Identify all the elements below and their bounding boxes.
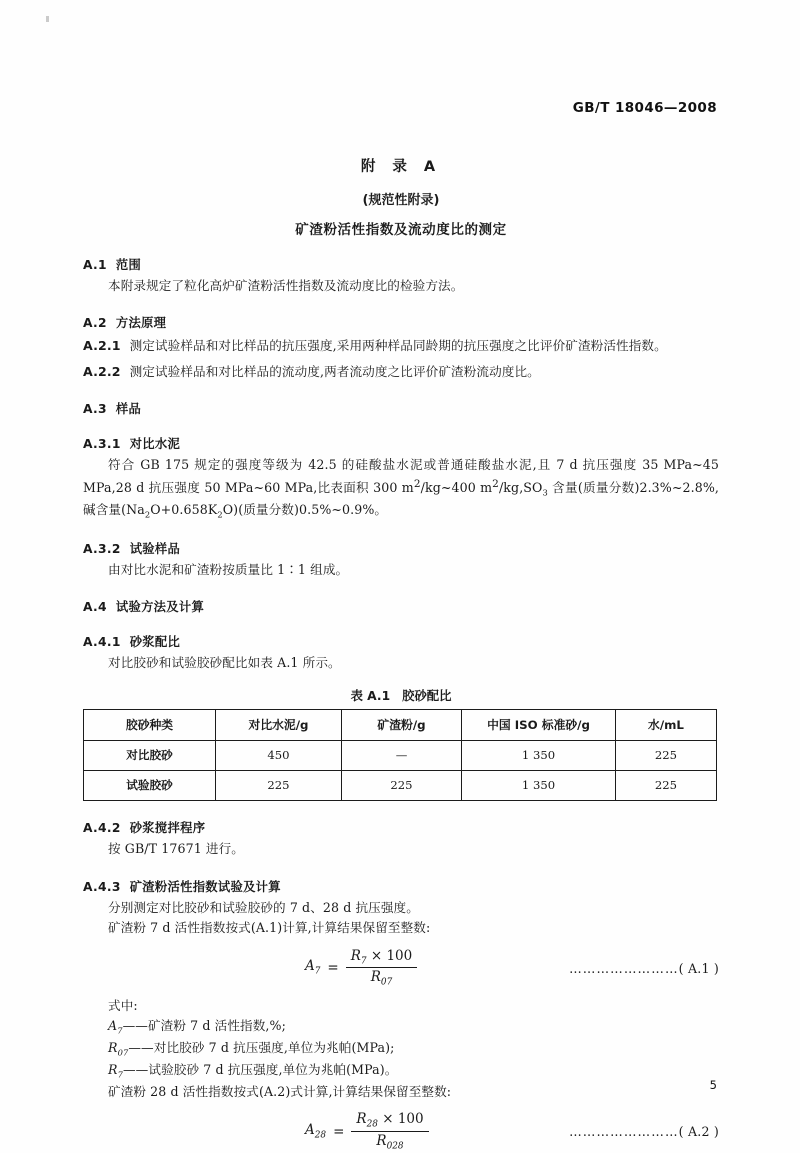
- formula-a2-lhs-subscript: 28: [314, 1130, 327, 1141]
- formula-a1-denominator-subscript: 07: [380, 978, 393, 989]
- a31-text-1: 符合 GB 175 规定的强度等级为 42.5 的硅酸盐水泥或普通硅酸盐水泥,且 7 d 抗压强度 35 MPa~45 MPa,28 d 抗压强度 50 MPa~60 MPa,比表面积 300 m: [83, 457, 719, 495]
- table-row-0-cell-3: 225: [616, 741, 717, 771]
- mix-proportion-table: [83, 709, 717, 801]
- section-heading-a4-3: [83, 877, 719, 895]
- formula-a1-denominator-symbol: R: [370, 969, 381, 986]
- formula-a1-fraction: [346, 948, 418, 988]
- table-caption: [83, 686, 719, 704]
- table-row-0-cell-2: 1 350: [462, 741, 616, 771]
- table-row-1-cell-3: 225: [616, 771, 717, 801]
- a31-text-4: 含量(质量分数)2.3%~2.8%,碱含量(Na: [83, 479, 720, 517]
- definition-a7-subscript: 7: [117, 1025, 123, 1036]
- section-title-a4-2: 砂浆搅拌程序: [129, 821, 206, 836]
- section-body-a4-3-line1: 分别测定对比胶砂和试验胶砂的 7 d、28 d 抗压强度。: [108, 899, 419, 915]
- formula-a2-fraction: [351, 1111, 428, 1151]
- section-heading-a4-1: [83, 632, 719, 650]
- clause-a2-2: [83, 362, 719, 382]
- section-body-a3-2: 由对比水泥和矿渣粉按质量比 1∶1 组成。: [108, 561, 349, 577]
- table-header-cell-3: 中国 ISO 标准砂/g: [462, 710, 616, 741]
- section-number-a3-1: A.3.1: [83, 437, 121, 452]
- clause-a2-1: [83, 336, 719, 356]
- formula-a1-numerator-symbol: R: [350, 947, 361, 964]
- where-label: 式中:: [108, 997, 138, 1013]
- section-body-a4-3-line2: 矿渣粉 7 d 活性指数按式(A.1)计算,计算结果保留至整数:: [108, 920, 431, 936]
- definition-r7: [108, 1060, 719, 1082]
- definition-r07-text: ——对比胶砂 7 d 抗压强度,单位为兆帕(MPa);: [128, 1040, 395, 1055]
- section-title-a3-2: 试验样品: [129, 541, 181, 556]
- a31-text-6: O)(质量分数)0.5%~0.9%。: [222, 501, 388, 517]
- formula-a1-reference: [569, 961, 719, 976]
- formula-a2: [305, 1111, 429, 1151]
- formula-a2-numerator-rest: × 100: [377, 1111, 424, 1128]
- clause-label-a2-1: A.2.1: [83, 338, 121, 354]
- table-row-0-cell-1: —: [342, 741, 462, 771]
- table-row-1-name: 试验胶砂: [84, 771, 216, 801]
- table-caption-number: 表 A.1: [350, 689, 391, 704]
- table-header-cell-4: 水/mL: [616, 710, 717, 741]
- annex-normative-label: (规范性附录): [362, 193, 440, 208]
- section-number-a2: A.2: [83, 316, 107, 331]
- section-heading-a2: [83, 313, 719, 331]
- section-number-a3-2: A.3.2: [83, 541, 121, 556]
- section-body-a4-2: 按 GB/T 17671 进行。: [108, 841, 245, 857]
- clause-text-a2-1: 测定试验样品和对比样品的抗压强度,采用两种样品同龄期的抗压强度之比评价矿渣粉活性指数。: [129, 338, 667, 354]
- page-number: 5: [709, 1078, 717, 1092]
- section-heading-a3-2: [83, 539, 719, 557]
- table-header-cell-0: 胶砂种类: [84, 710, 216, 741]
- table-row-1-cell-0: 225: [216, 771, 342, 801]
- a31-sub-1: 3: [542, 487, 548, 498]
- definition-r07-symbol: R: [108, 1040, 118, 1055]
- table-header-row: [84, 710, 717, 741]
- formula-a2-denominator: [371, 1132, 408, 1152]
- formula-a2-denominator-subscript: 028: [386, 1141, 404, 1152]
- section-title-a4-1: 砂浆配比: [129, 635, 181, 650]
- a31-text-5: O+0.658K: [150, 501, 218, 517]
- table-caption-title: 胶砂配比: [402, 689, 452, 704]
- annex-title: 矿渣粉活性指数及流动度比的测定: [295, 222, 507, 238]
- formula-a2-lhs: [305, 1122, 326, 1141]
- section-number-a4-3: A.4.3: [83, 879, 121, 894]
- formula-a1-ref-label: ( A.1 ): [678, 960, 719, 976]
- section-number-a4: A.4: [83, 600, 107, 615]
- section-title-a4-3: 矿渣粉活性指数试验及计算: [129, 879, 281, 894]
- formula-a2-numerator-subscript: 28: [366, 1120, 378, 1131]
- definition-a7: [108, 1016, 719, 1038]
- formula-a2-equals: =: [333, 1123, 345, 1140]
- a31-sup-1: 2: [413, 477, 421, 490]
- section-number-a4-2: A.4.2: [83, 821, 121, 836]
- formula-a2-reference: [569, 1124, 719, 1139]
- section-body-a3-1: [83, 455, 719, 522]
- a31-text-3: /kg,SO: [498, 479, 543, 495]
- section-title-a4: 试验方法及计算: [115, 600, 205, 615]
- section-title-a1: 范围: [115, 258, 142, 272]
- section-title-a3: 样品: [115, 402, 142, 417]
- formula-a1-equals: =: [327, 959, 339, 976]
- a31-sup-2: 2: [492, 477, 499, 490]
- section-heading-a1: [83, 255, 719, 273]
- formula-a2-lhs-symbol: A: [305, 1122, 315, 1139]
- a31-sub-3: 2: [217, 509, 223, 520]
- table-row: [84, 771, 717, 801]
- formula-row-a1: [83, 948, 719, 988]
- clause-text-a2-2: 测定试验样品和对比样品的流动度,两者流动度之比评价矿渣粉流动度比。: [129, 363, 540, 379]
- definition-r07: [108, 1038, 719, 1060]
- definition-a7-text: ——矿渣粉 7 d 活性指数,%;: [122, 1018, 286, 1034]
- a31-sub-2: 2: [144, 509, 151, 520]
- formula-a2-numerator-symbol: R: [356, 1111, 367, 1128]
- table-header-cell-1: 对比水泥/g: [216, 710, 342, 741]
- definition-r7-subscript: 7: [117, 1069, 123, 1080]
- definition-a7-symbol: A: [108, 1018, 118, 1034]
- formula-a1-numerator-rest: × 100: [366, 947, 413, 964]
- section-body-a4-1: 对比胶砂和试验胶砂配比如表 A.1 所示。: [108, 655, 341, 671]
- formula-a1-lhs: [305, 958, 320, 977]
- section-body-a4-3-line3: 矿渣粉 28 d 活性指数按式(A.2)式计算,计算结果保留至整数:: [108, 1083, 452, 1099]
- formula-a1-numerator: [346, 948, 418, 969]
- document-content: [83, 155, 719, 1159]
- section-body-a1: 本附录规定了粒化高炉矿渣粉活性指数及流动度比的检验方法。: [108, 278, 464, 293]
- annex-title-block: [83, 155, 719, 238]
- formula-a1: [305, 948, 417, 988]
- table-row-1-cell-2: 1 350: [462, 771, 616, 801]
- section-heading-a3-1: [83, 434, 719, 452]
- formula-a1-lhs-symbol: A: [305, 958, 315, 975]
- table-row-0-cell-0: 450: [216, 741, 342, 771]
- definition-r7-symbol: R: [108, 1061, 118, 1077]
- formula-a2-denominator-symbol: R: [376, 1133, 387, 1150]
- formula-a1-numerator-subscript: 7: [360, 956, 367, 967]
- section-title-a2: 方法原理: [115, 316, 167, 331]
- clause-label-a2-2: A.2.2: [83, 363, 121, 379]
- formula-a1-lhs-subscript: 7: [314, 967, 321, 978]
- section-title-a3-1: 对比水泥: [129, 437, 181, 452]
- formula-a1-denominator: [366, 968, 398, 988]
- table-row: [84, 741, 717, 771]
- formula-row-a2: [83, 1111, 719, 1151]
- section-heading-a3: [83, 399, 719, 417]
- section-heading-a4: [83, 597, 719, 615]
- section-number-a4-1: A.4.1: [83, 635, 121, 650]
- a31-text-2: /kg~400 m: [420, 479, 493, 495]
- formula-a2-numerator: [351, 1111, 428, 1132]
- table-row-0-name: 对比胶砂: [84, 741, 216, 771]
- standard-code-header: GB/T 18046—2008: [572, 100, 717, 116]
- definition-r07-subscript: 07: [117, 1047, 129, 1058]
- formula-a2-ref-label: ( A.2 ): [678, 1124, 719, 1140]
- section-heading-a4-2: [83, 818, 719, 836]
- section-number-a3: A.3: [83, 402, 107, 417]
- annex-label: 附 录 A: [360, 159, 442, 175]
- formula-a2-dots: ……………………: [569, 1124, 679, 1140]
- scan-speck: [46, 16, 49, 22]
- definition-r7-text: ——试验胶砂 7 d 抗压强度,单位为兆帕(MPa)。: [122, 1061, 398, 1077]
- table-header-cell-2: 矿渣粉/g: [342, 710, 462, 741]
- formula-a1-dots: ……………………: [569, 960, 679, 976]
- table-row-1-cell-1: 225: [342, 771, 462, 801]
- section-number-a1: A.1: [83, 258, 107, 272]
